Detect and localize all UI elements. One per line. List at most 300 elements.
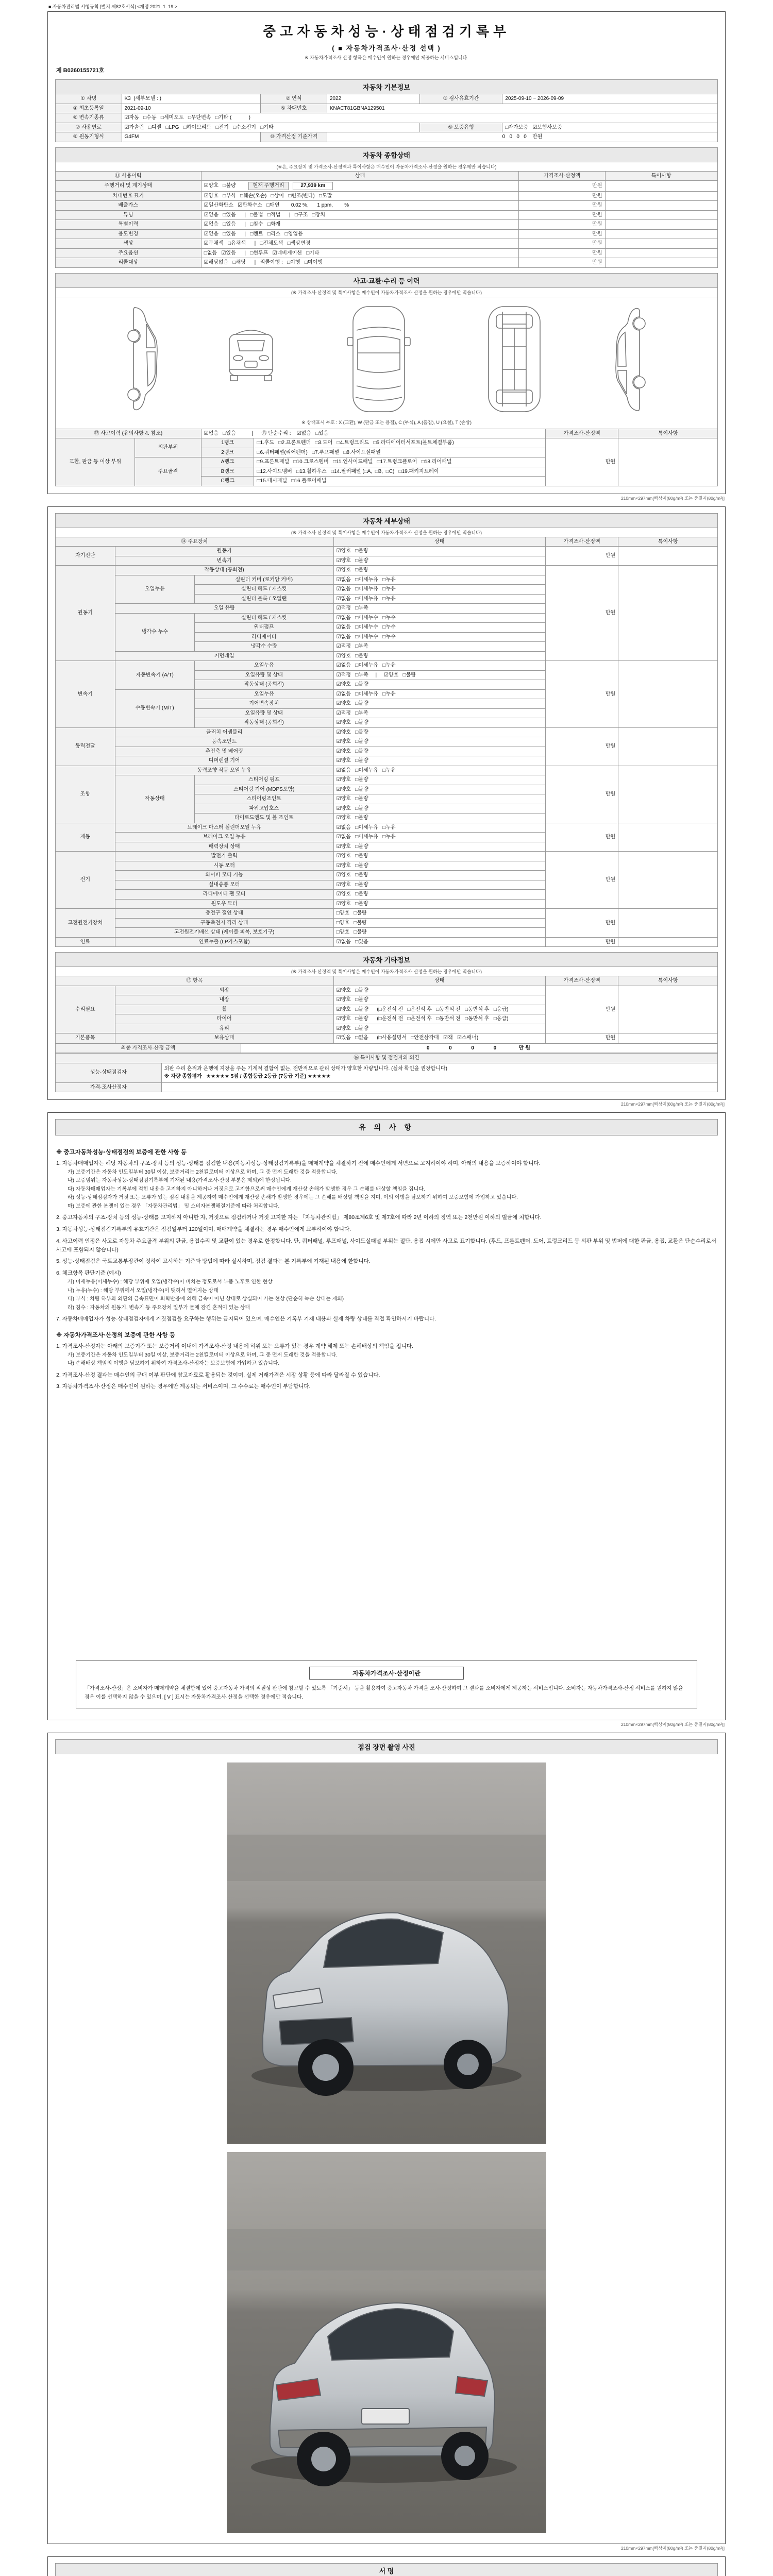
car-top-view-diagram [340,303,417,415]
value-cell: ☑없음 □미세누유 □누유 [333,594,545,604]
value-cell: ☑없음 □미세누유 □누유 [333,766,545,775]
value-cell: ☑적정 □부족 [333,642,545,652]
label-cell: 라디에이터 팬 모터 [115,890,333,900]
label-cell: 시동 모터 [115,861,333,871]
detail-state-section-note: (※ 가격조사·산정액 및 특이사항은 매수인이 자동차가격조사·산정을 원하는 경우에만 적습니다) [55,528,718,537]
value-cell: ☑양호 □불량 [333,756,545,766]
table-row [56,661,718,671]
table-row [56,1082,718,1092]
value-cell [618,986,718,1033]
value-cell: G4FM [122,132,261,142]
inspection-photo-front [227,1762,546,2144]
page-5-signature [47,2556,726,2576]
value-cell: ☑양호 □불량 [333,680,545,690]
label-cell: ⑦ 사용연료 [56,123,122,132]
value-cell: ☑양호 □불량 [333,556,545,566]
table-row [56,113,718,123]
value-cell: 만원 [519,210,605,220]
table-row [56,1063,718,1082]
table-row [56,123,718,132]
value-cell: ☑없음 □미세누유 □누유 [333,661,545,671]
etc-info-table [55,976,718,1043]
value-cell: 2022 [327,94,419,104]
value-cell [161,1082,717,1092]
table-row [56,438,718,448]
value-cell: ☑양호 □불량 [333,986,545,995]
paper-size-note: 210mm×297mm[백상지(80g/m²) 또는 중질지(80g/m²)] [620,1722,725,1727]
table-row [56,1054,718,1063]
notice-subitem: 나) 보증범위는 자동차성능·상태점검기록부에 기재된 내용(가격조사·산정 부분은 제외)에 한정됩니다. [68,1178,292,1184]
label-cell: 수동변속기 (M/T) [115,689,194,727]
label-cell: 타이어 [115,1014,333,1024]
label-cell: 최종 가격조사·산정 금액 [56,1043,241,1053]
value-cell: 만원 [545,852,618,909]
value-cell: 만원 [545,547,618,566]
table-row [56,94,718,104]
label-cell: 보유상태 [115,1033,333,1043]
label-cell: 구동축전지 격리 상태 [115,918,333,928]
table-row [56,248,718,258]
value-cell [605,201,717,211]
value-cell: □12.사이드멤버 □13.휠하우스 □14.필러패널 (□A, □B, □C) □19.패키지트레이 [254,467,545,477]
value-cell [605,239,717,249]
label-cell: ⑨ 보증유형 [419,123,502,132]
table-row [56,823,718,833]
value-cell: 만원 [545,909,618,938]
paper-size-note: 210mm×297mm[백상지(80g/m²) 또는 중질지(80g/m²)] [620,495,725,501]
table-row [56,191,718,201]
page-3-notices [47,1112,726,1720]
document-subtitle: ( ■ 자동차가격조사·산정 선택 ) [332,44,441,52]
value-cell [618,909,718,938]
table-row [56,229,718,239]
notice-subitem: 마) 보증에 관한 분쟁이 있는 경우 「자동차관리법」 및 소비자분쟁해결기준에 따라 처리합니다. [68,1203,280,1209]
value-cell: ☑양호 □불량 [333,651,545,661]
label-cell: 자동변속기 (A/T) [115,661,194,690]
label-cell: 용도변경 [56,229,201,239]
notice-item: 7. 자동차매매업자가 성능·상태점검자에게 거짓점검을 요구하는 행위는 금지되어 있으며, 매수인은 기록부 기재 내용과 실제 차량 상태를 직접 확인하시기 바랍니다. [56,1316,436,1323]
table-row [56,852,718,861]
table-row [56,1033,718,1043]
value-cell [201,181,519,192]
label-cell: 동력조향 작동 오일 누유 [115,766,333,775]
value-cell: ☑없음 □있음 | □불법 □적법 | □구조 □장치 [201,210,519,220]
label-cell: 작동상태 (공회전) [194,680,333,690]
label-cell: 워터펌프 [194,623,333,633]
photos-section-title: 점검 장면 촬영 사진 [55,1739,718,1754]
value-cell: ☑양호 □불량 [333,842,545,852]
label-cell: 2랭크 [201,448,254,457]
inspector-opinion-table [55,1053,718,1092]
value-cell: ☑양호 □불량 [333,890,545,900]
label-cell: ⑩ 가격산정 기준가격 [261,132,327,142]
label-cell: 상태 [201,171,519,181]
value-cell: 만원 [519,201,605,211]
price-survey-definition-text: 「가격조사·산정」은 소비자가 매매계약을 체결함에 있어 중고자동차 가격의 적절성 판단에 참고할 수 있도록 「기준서」 등을 활용하여 중고자동차 가격을 조사·산정하여 그 결과를 소비자에게 제공하는 서비스입니다. 소비자는 자동차가격조사·산정 서비스를 원하지 않을 경우 이를 선택하지 않을 수 있으며, [ V ] 표시는 자동차가격조사·산정을 선택한 경우에만 적습니다. [85,1686,683,1700]
form-table [55,94,718,142]
label-cell: 오일누유 [194,689,333,699]
label-cell: 배력장치 상태 [115,842,333,852]
value-cell [605,229,717,239]
label-cell: ② 연식 [261,94,327,104]
form-table [55,171,718,268]
value-cell: 만원 [545,986,618,1033]
label-cell: 기어변속장치 [194,699,333,709]
value-cell: ☑양호 □불량 [333,566,545,575]
form-table [55,976,718,1043]
label-cell: 조향 [56,766,115,823]
label-cell: 오일 유량 [115,604,333,614]
value-cell: KNACT81GBNA129501 [327,104,717,113]
value-cell: 0 0 0 0 만원 [241,1043,717,1053]
label-cell: ④ 최초등록일 [56,104,122,113]
value-cell: ☑양호 □부식 □훼손(오손) □상이 □변조(변타) □도말 [201,191,519,201]
value-cell: 2025-09-10 ~ 2026-09-09 [502,94,718,104]
label-cell: 실린더 헤드 / 개스킷 [194,613,333,623]
label-cell: ⑪ 사용이력 [56,171,201,181]
value-cell: 2021-09-10 [122,104,261,113]
overall-state-section-note: (※은, 주요장치 및 가격조사·산정액과 특이사항은 매수인이 자동차가격조사·산정을 원하는 경우에만 적습니다) [55,162,718,171]
car-left-side-view-diagram [119,303,162,415]
accident-history-table [55,429,718,486]
label-cell: 리콜대상 [56,258,201,268]
value-cell: ☑없음 □있음 | □렌트 □리스 □영업용 [201,229,519,239]
value-cell [605,210,717,220]
form-reference-note: ■ 자동차관리법 시행규칙 [별지 제82호서식] <개정 2021. 1. 19.> [48,4,177,9]
table-row [56,537,718,547]
label-cell: 1랭크 [201,438,254,448]
notice-section-heading: ※ 중고자동차성능·상태점검의 보증에 관한 사항 등 [56,1149,187,1156]
value-cell [618,937,718,947]
label-cell: ⑥ 변속기종류 [56,113,122,123]
value-cell: ☑자동 □수동 □세미오토 □무단변속 □기타 ( ) [122,113,718,123]
value-cell: ☑일산화탄소 ☑탄화수소 □매연 0.02 %, 1 ppm, % [201,201,519,211]
detail-state-section-title: 자동차 세부상태 [55,513,718,528]
label-cell: 라디에이터 [194,632,333,642]
notice-item: 3. 자동차가격조사·산정은 매수인이 원하는 경우에만 제공되는 서비스이며, 그 수수료는 매수인이 부담합니다. [56,1383,311,1390]
price-survey-definition-title: 자동차가격조사·산정이란 [309,1667,464,1680]
label-cell: 색상 [56,239,201,249]
value-cell: ☑양호 □불량 [333,547,545,556]
label-cell: 내장 [115,995,333,1005]
label-cell: 유리 [115,1024,333,1033]
label-cell: 클러치 어셈블리 [115,727,333,737]
label-cell: 차대번호 표기 [56,191,201,201]
cell-part: 외판 수리 흔적과 운행에 지장을 주는 기계적 결함이 없는, 전반적으로 관리 상태가 양호한 차량입니다. (실차 확인을 권장합니다) [164,1065,447,1072]
label-cell: ⑧ 원동기형식 [56,132,122,142]
label-cell: 주행거리 및 계기상태 [56,181,201,192]
label-cell: 상태 [333,537,545,547]
label-cell: 튜닝 [56,210,201,220]
label-cell: ⑯ 특이사항 및 점검자의 의견 [56,1054,718,1063]
value-cell: ☑적정 □부족 [333,708,545,718]
value-cell: 만원 [519,229,605,239]
label-cell: 가격조사·산정액 [545,976,618,986]
table-row [56,104,718,113]
label-cell: ③ 검사유효기간 [419,94,502,104]
notice-item: 5. 성능·상태점검은 국토교통부장관이 정하여 고시하는 기준과 방법에 따라 실시하며, 점검 결과는 본 기록부에 기재된 내용에 한합니다. [56,1258,371,1265]
table-row [56,201,718,211]
vehicle-diagram-row [61,303,712,415]
table-row [56,1043,718,1053]
label-cell: 오일누유 [115,575,194,604]
label-cell: 자기진단 [56,547,115,566]
label-cell: 특이사항 [618,976,718,986]
value-cell: ☑양호 □불량 [333,871,545,880]
value-cell: ☑양호 □불량 (□운전석 전 □운전석 후 □동반석 전 □동반석 후 □응급) [333,1005,545,1014]
label-cell: 가격조사·산정액 [545,429,618,438]
value-cell: ☑없음 □미세누수 □누수 [333,613,545,623]
value-cell: ☑없음 □미세누유 □누유 [333,823,545,833]
value-cell [618,547,718,566]
label-cell: 브레이크 마스터 실린더오일 누유 [115,823,333,833]
table-row [56,239,718,249]
label-cell: 휠 [115,1005,333,1014]
value-cell: ☑양호 □불량 [333,804,545,814]
value-cell [618,852,718,909]
notice-subitem: 나) 손해배상 책임의 이행을 담보하기 위하여 가격조사·산정자는 보증보험에 가입하고 있습니다. [68,1361,280,1367]
value-cell: ☑없음 □미세누유 □누유 [333,585,545,595]
value-cell: □15.대시패널 □16.플로어패널 [254,477,545,486]
notice-subitem: 가) 보증기간은 자동차 인도일부터 30일 이상, 보증거리는 2천킬로미터 이상으로 하며, 그 중 먼저 도래한 것을 적용합니다. [68,1169,338,1175]
value-cell: ☑양호 □불량 [333,852,545,861]
vehicle-damage-diagram-panel [55,297,718,429]
label-cell: 전기 [56,852,115,909]
label-cell: 가격조사·산정액 [545,537,618,547]
label-cell: 특이사항 [618,429,718,438]
value-cell [618,438,718,486]
value-cell [605,248,717,258]
document-subtitle-note: ※ 자동차가격조사·산정 항목은 매수인이 원하는 경우에만 제공하는 서비스입니다. [305,55,468,60]
value-cell: ☑양호 □불량 (□운전석 전 □운전석 후 □동반석 전 □동반석 후 □응급) [333,1014,545,1024]
label-cell: 배출가스 [56,201,201,211]
value-cell: ☑양호 □불량 [333,861,545,871]
value-cell: 만원 [545,823,618,852]
cell-part: 현재 주행거리 [248,182,289,190]
value-cell: ☑양호 □불량 [333,899,545,909]
value-cell: □양호 □불량 [333,928,545,938]
value-cell: 만원 [519,248,605,258]
label-cell: 와이퍼 모터 기능 [115,871,333,880]
value-cell: ☑있음 □없음 (□사용설명서 □안전삼각대 ☑잭 ☑스패너) [333,1033,545,1043]
label-cell: 연료누출 (LP가스포함) [115,937,333,947]
notice-item: 2. 중고자동차의 구조·장치 등의 성능·상태를 고지하지 아니한 자, 거짓으로 점검하거나 거짓 고지한 자는 「자동차관리법」 제80조제6호 및 제7호에 따라 2년 이하의 징역 또는 2천만원 이하의 벌금에 처합니다. [56,1214,542,1221]
overall-state-section-title: 자동차 종합상태 [55,147,718,162]
label-cell: 가격·조사산정자 [56,1082,162,1092]
notice-subitem: 다) 부식 : 차량 하부와 외판의 금속표면이 화학반응에 의해 금속이 아닌 상태로 상실되어 가는 현상 (단순히 녹슨 상태는 제외) [68,1296,344,1302]
label-cell: 브레이크 오일 누유 [115,833,333,842]
table-row [56,171,718,181]
value-cell [618,727,718,766]
value-cell: K3 (세부모델 : ) [122,94,261,104]
form-table [55,429,718,486]
label-cell: 변속기 [56,661,115,728]
value-cell: ☑양호 □불량 [333,699,545,709]
label-cell: 동력전달 [56,727,115,766]
notice-item: 6. 체크항목 판단기준 (예시) [56,1270,121,1277]
label-cell: 냉각수 수량 [194,642,333,652]
notice-subitem: 가) 미세누유(미세누수) : 해당 부위에 오일(냉각수)이 비치는 정도로서 부품 노후로 인한 현상 [68,1279,273,1285]
value-cell: 만원 [545,937,618,947]
value-cell: ☑양호 □불량 [333,814,545,823]
overall-state-table [55,171,718,268]
value-cell: ☑없음 □있음 [333,937,545,947]
label-cell: 상태 [333,976,545,986]
notice-subitem: 다) 자동차매매업자는 기록부에 적힌 내용을 고지하지 아니하거나 거짓으로 고지함으로써 매수인에게 재산상 손해가 발생한 경우 그 손해를 배상할 책임을 집니다. [68,1186,425,1192]
label-cell: 오일유량 및 상태 [194,670,333,680]
etc-info-section-note: (※ 가격조사·산정액 및 특이사항은 매수인이 자동차가격조사·산정을 원하는 경우에만 적습니다) [55,967,718,976]
label-cell: 스티어링 펌프 [194,775,333,785]
value-cell: 만원 [545,766,618,823]
notice-item: 2. 가격조사·산정 결과는 매수인의 구매 여부 판단에 참고자료로 활용되는 것이며, 실제 거래가격은 시장 상황 등에 따라 달라질 수 있습니다. [56,1371,380,1378]
cell-part: ☑양호 □불량 [204,183,236,189]
value-cell: □9.프론트패널 □10.크로스멤버 □11.인사이드패널 □17.트렁크플로어 □18.리어패널 [254,457,545,467]
table-row [56,181,718,192]
notices-body [55,1141,718,1392]
value-cell: 만원 [545,1033,618,1043]
label-cell: ① 차명 [56,94,122,104]
label-cell: 냉각수 누수 [115,613,194,651]
value-cell [161,1063,717,1082]
value-cell [605,181,717,192]
value-cell [605,220,717,230]
notice-subitem: 나) 누유(누수) : 해당 부위에서 오일(냉각수)이 맺혀서 떨어지는 상태 [68,1287,219,1294]
table-row [56,976,718,986]
price-survey-definition-box [76,1660,697,1708]
notices-spacer [55,1392,718,1645]
form-table [55,537,718,947]
value-cell: ☑양호 □불량 [333,718,545,728]
label-cell: 원동기 [56,566,115,661]
value-cell [618,823,718,852]
value-cell: □1.후드 □2.프론트펜더 □3.도어 □4.트렁크리드 □5.라디에이터서포트(볼트체결부품) [254,438,545,448]
label-cell: 주요옵션 [56,248,201,258]
value-cell: 만원 [519,258,605,268]
label-cell: 실린더 커버 (로커암 커버) [194,575,333,585]
value-cell: ☑없음 □미세누유 □누유 [333,833,545,842]
label-cell: 오일누유 [194,661,333,671]
final-price-table [55,1043,718,1054]
table-row [56,909,718,919]
value-cell: 만원 [519,181,605,192]
label-cell: 주요골격 [135,457,201,486]
value-cell: ☑양호 □불량 [333,880,545,890]
value-cell: ☑양호 □불량 [333,1024,545,1033]
value-cell: ☑가솔린 □디젤 □LPG □하이브리드 □전기 □수소전기 □기타 [122,123,419,132]
value-cell: ☑없음 □있음 | □침수 □화재 [201,220,519,230]
notice-section-heading: ※ 자동차가격조사·산정의 보증에 관한 사항 등 [56,1332,175,1338]
notice-subitem: 라) 침수 : 자동차의 원동기, 변속기 등 주요장치 일부가 물에 잠긴 흔적이 있는 상태 [68,1304,250,1311]
label-cell: ⑤ 차대번호 [261,104,327,113]
value-cell [618,661,718,728]
car-right-side-view-diagram [611,303,654,415]
document-sheet [47,0,726,2576]
label-cell: 윈도우 모터 [115,899,333,909]
label-cell: 고전원전기장치 [56,909,115,938]
value-cell: ☑없음 □미세누수 □누수 [333,623,545,633]
label-cell: 특별이력 [56,220,201,230]
table-row [56,429,718,438]
table-row [56,210,718,220]
damage-code-legend: ※ 상태표시 부호 : X (교환), W (판금 또는 용접), C (부식), A (흠집), U (요철), T (손상) [301,419,472,425]
detail-state-table [55,537,718,947]
basic-info-table [55,94,718,142]
label-cell: 커먼레일 [115,651,333,661]
label-cell: A랭크 [201,457,254,467]
inspection-photo-rear [227,2152,546,2533]
page-1 [47,11,726,494]
value-cell: ☑없음 □있음 | ⑬ 단순수리 : ☑없음 □있음 [201,429,545,438]
label-cell: B랭크 [201,467,254,477]
label-cell: 기본품목 [56,1033,115,1043]
value-cell: ☑양호 □불량 [333,747,545,756]
value-cell [605,191,717,201]
table-row [56,766,718,775]
value-cell: 만원 [519,239,605,249]
label-cell: 변속기 [115,556,333,566]
table-row [56,132,718,142]
value-cell: ☑양호 □불량 [333,995,545,1005]
value-cell: ☑양호 □불량 [333,794,545,804]
label-cell: 특이사항 [618,537,718,547]
label-cell: 원동기 [115,547,333,556]
value-cell: ☑양호 □불량 [333,775,545,785]
label-cell: 디퍼렌셜 기어 [115,756,333,766]
table-row [56,727,718,737]
label-cell: 제동 [56,823,115,852]
label-cell: 실린더 블록 / 오일팬 [194,594,333,604]
value-cell: 만원 [519,220,605,230]
etc-info-section-title: 자동차 기타정보 [55,952,718,967]
page-2 [47,506,726,1100]
notice-item: 1. 가격조사·산정자는 아래의 보증기간 또는 보증거리 이내에 가격조사·산정 내용에 허위 또는 오류가 있는 경우 계약 해제 또는 손해배상의 책임을 집니다. [56,1343,413,1349]
value-cell: ☑양호 □불량 [333,737,545,747]
label-cell: 작동상태 (공회전) [115,566,333,575]
value-cell [618,566,718,661]
table-row [56,937,718,947]
value-cell: □자가보증 ☑보험사보증 [502,123,718,132]
label-cell: 추진축 및 베어링 [115,747,333,756]
value-cell [605,258,717,268]
notice-item: 3. 자동차성능·상태점검기록부의 유효기간은 점검일부터 120일이며, 매매계약을 체결하는 경우 매수인에게 교부하여야 합니다. [56,1226,351,1233]
table-row [56,547,718,556]
value-cell [618,1033,718,1043]
value-cell: 만원 [545,727,618,766]
value-cell: □양호 □불량 [333,909,545,919]
cell-part: 27,939 km [293,182,333,190]
value-cell: 0 0 0 0 만원 [327,132,717,142]
signature-section-title: 서 명 [55,2563,718,2576]
accident-history-section-title: 사고·교환·수리 등 이력 [55,273,718,287]
car-front-view-diagram [220,303,282,415]
label-cell: 가격조사·산정액 [519,171,605,181]
page-4-photos [47,1733,726,2544]
value-cell: ☑양호 □불량 [333,785,545,794]
label-cell: 충전구 절연 상태 [115,909,333,919]
notice-item: 1. 자동차매매업자는 해당 자동차의 구조·장치 등의 성능·상태를 점검한 내용(자동차성능·상태점검기록부)을 매매계약을 체결하기 전에 매수인에게 서면으로 고지하여야 하며, 아래의 내용을 보증하여야 합니다. [56,1160,541,1166]
paper-size-note: 210mm×297mm[백상지(80g/m²) 또는 중질지(80g/m²)] [620,2546,725,2551]
value-cell: ☑양호 □불량 [333,727,545,737]
label-cell: 작동상태 (공회전) [194,718,333,728]
paper-size-note: 210mm×297mm[백상지(80g/m²) 또는 중질지(80g/m²)] [620,1101,725,1107]
label-cell: 타이로드엔드 및 볼 조인트 [194,814,333,823]
notice-subitem: 라) 성능·상태점검자가 거짓 또는 오류가 있는 점검 내용을 제공하여 매수인에게 재산상 손해가 발생한 경우에는 그 손해를 배상할 책임을 지며, 이의 이행을 담보하기 위하여 보증보험에 가입하고 있습니다. [68,1195,518,1201]
label-cell: 고전원전기배선 상태 (케이블 피복, 보호기구) [115,928,333,938]
value-cell: ☑없음 □미세누유 □누유 [333,575,545,585]
value-cell: □양호 □불량 [333,918,545,928]
label-cell: 오일유량 및 상태 [194,708,333,718]
form-table [55,1053,718,1092]
